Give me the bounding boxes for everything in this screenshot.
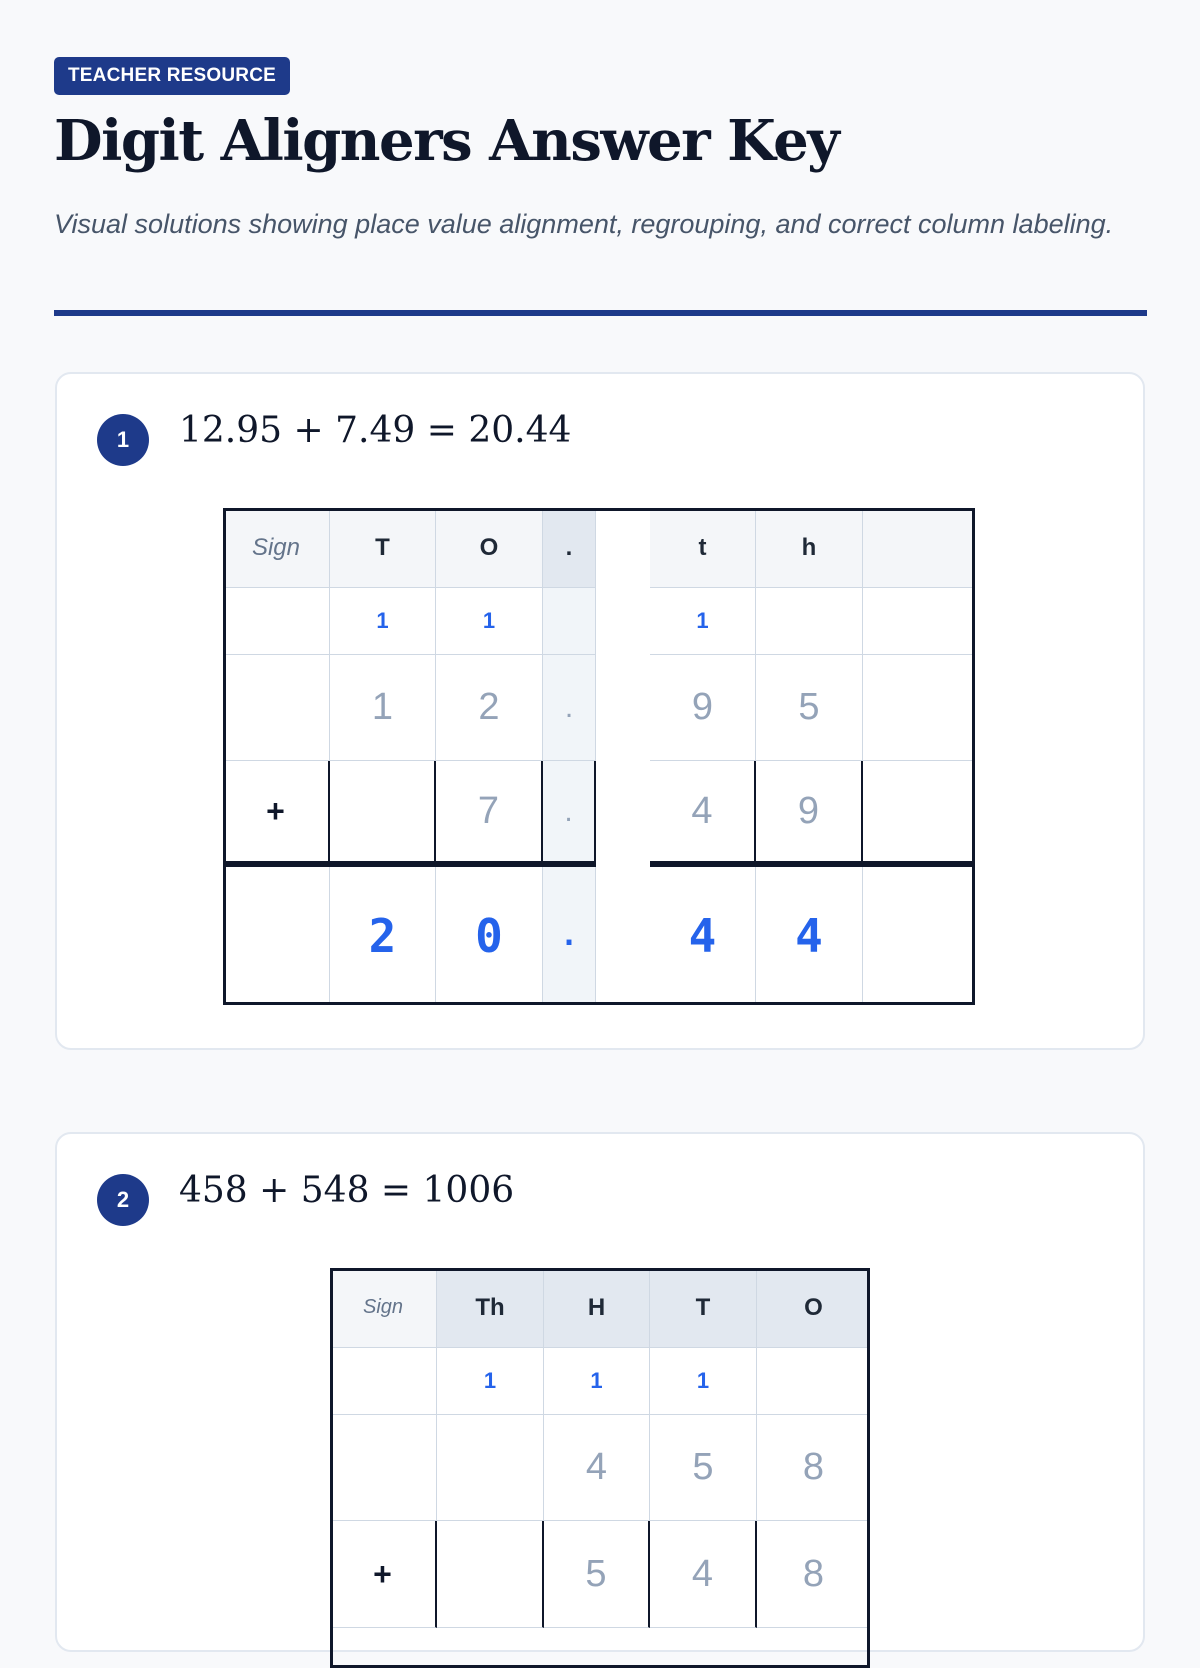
digit-cell: [223, 655, 330, 761]
answer-decimal-point: .: [543, 867, 596, 1005]
column-header-thousands: Th: [437, 1268, 544, 1348]
digit-cell: [437, 1521, 544, 1628]
digit-cell: 5: [650, 1415, 757, 1521]
decimal-point-cell: .: [543, 761, 596, 863]
digit-cell: [330, 761, 436, 863]
carry-cell: 1: [650, 1348, 757, 1415]
digit-cell: 4: [650, 1521, 757, 1628]
digit-cell: [863, 761, 975, 863]
digit-cell: 1: [330, 655, 436, 761]
carry-cell: 1: [330, 588, 436, 655]
carry-cell: [330, 1348, 437, 1415]
column-header-sign: Sign: [330, 1268, 437, 1348]
teacher-resource-badge: TEACHER RESOURCE: [54, 57, 290, 95]
place-value-grid: [330, 1268, 870, 1628]
answer-cell: 4: [650, 867, 756, 1005]
place-value-grid: [223, 508, 975, 1005]
carry-cell: [756, 588, 863, 655]
digit-cell: [863, 655, 975, 761]
answer-cell: [863, 867, 975, 1005]
carry-cell: [757, 1348, 870, 1415]
column-header-tenths: t: [650, 508, 756, 588]
digit-cell: [330, 1415, 437, 1521]
problem-card-1: [55, 372, 1145, 1050]
column-gap: [596, 508, 650, 1005]
sum-line: [650, 861, 975, 867]
digit-cell: 5: [544, 1521, 650, 1628]
plus-sign-cell: +: [223, 761, 330, 863]
carry-cell: 1: [436, 588, 543, 655]
column-header-ones: O: [436, 508, 543, 588]
problem-equation: 458 + 548 = 1006: [179, 1170, 515, 1211]
digit-cell: 5: [756, 655, 863, 761]
title-divider: [54, 310, 1147, 316]
answer-cell: [223, 867, 330, 1005]
carry-cell: 1: [650, 588, 756, 655]
answer-cell: 4: [756, 867, 863, 1005]
problem-card-2: [55, 1132, 1145, 1652]
carry-cell: 1: [437, 1348, 544, 1415]
digit-cell: [437, 1415, 544, 1521]
digit-cell: 2: [436, 655, 543, 761]
digit-cell: 9: [756, 761, 863, 863]
carry-cell: 1: [544, 1348, 650, 1415]
digit-cell: 4: [650, 761, 756, 863]
column-header-sign: Sign: [223, 508, 330, 588]
column-header-hundreds: H: [544, 1268, 650, 1348]
page-subtitle: Visual solutions showing place value alignment, regrouping, and correct column labeling.: [54, 209, 1114, 239]
problem-number-badge: 1: [97, 414, 149, 466]
column-header-decimal-point: .: [543, 508, 596, 588]
column-header-tens: T: [330, 508, 436, 588]
column-header-hundredths: h: [756, 508, 863, 588]
digit-cell: 9: [650, 655, 756, 761]
carry-cell: [863, 588, 975, 655]
digit-cell: 7: [436, 761, 543, 863]
sum-line: [223, 861, 596, 867]
carry-cell: [543, 588, 596, 655]
digit-cell: 4: [544, 1415, 650, 1521]
carry-cell: [223, 588, 330, 655]
column-header-blank: [863, 508, 975, 588]
decimal-point-cell: .: [543, 655, 596, 761]
page-title: Digit Aligners Answer Key: [54, 108, 839, 174]
problem-number-badge: 2: [97, 1174, 149, 1226]
answer-cell: 0: [436, 867, 543, 1005]
answer-cell: 2: [330, 867, 436, 1005]
digit-cell: 8: [757, 1415, 870, 1521]
plus-sign-cell: +: [330, 1521, 437, 1628]
digit-cell: 8: [757, 1521, 870, 1628]
column-header-tens: T: [650, 1268, 757, 1348]
column-header-ones: O: [757, 1268, 870, 1348]
problem-equation: 12.95 + 7.49 = 20.44: [179, 410, 572, 451]
